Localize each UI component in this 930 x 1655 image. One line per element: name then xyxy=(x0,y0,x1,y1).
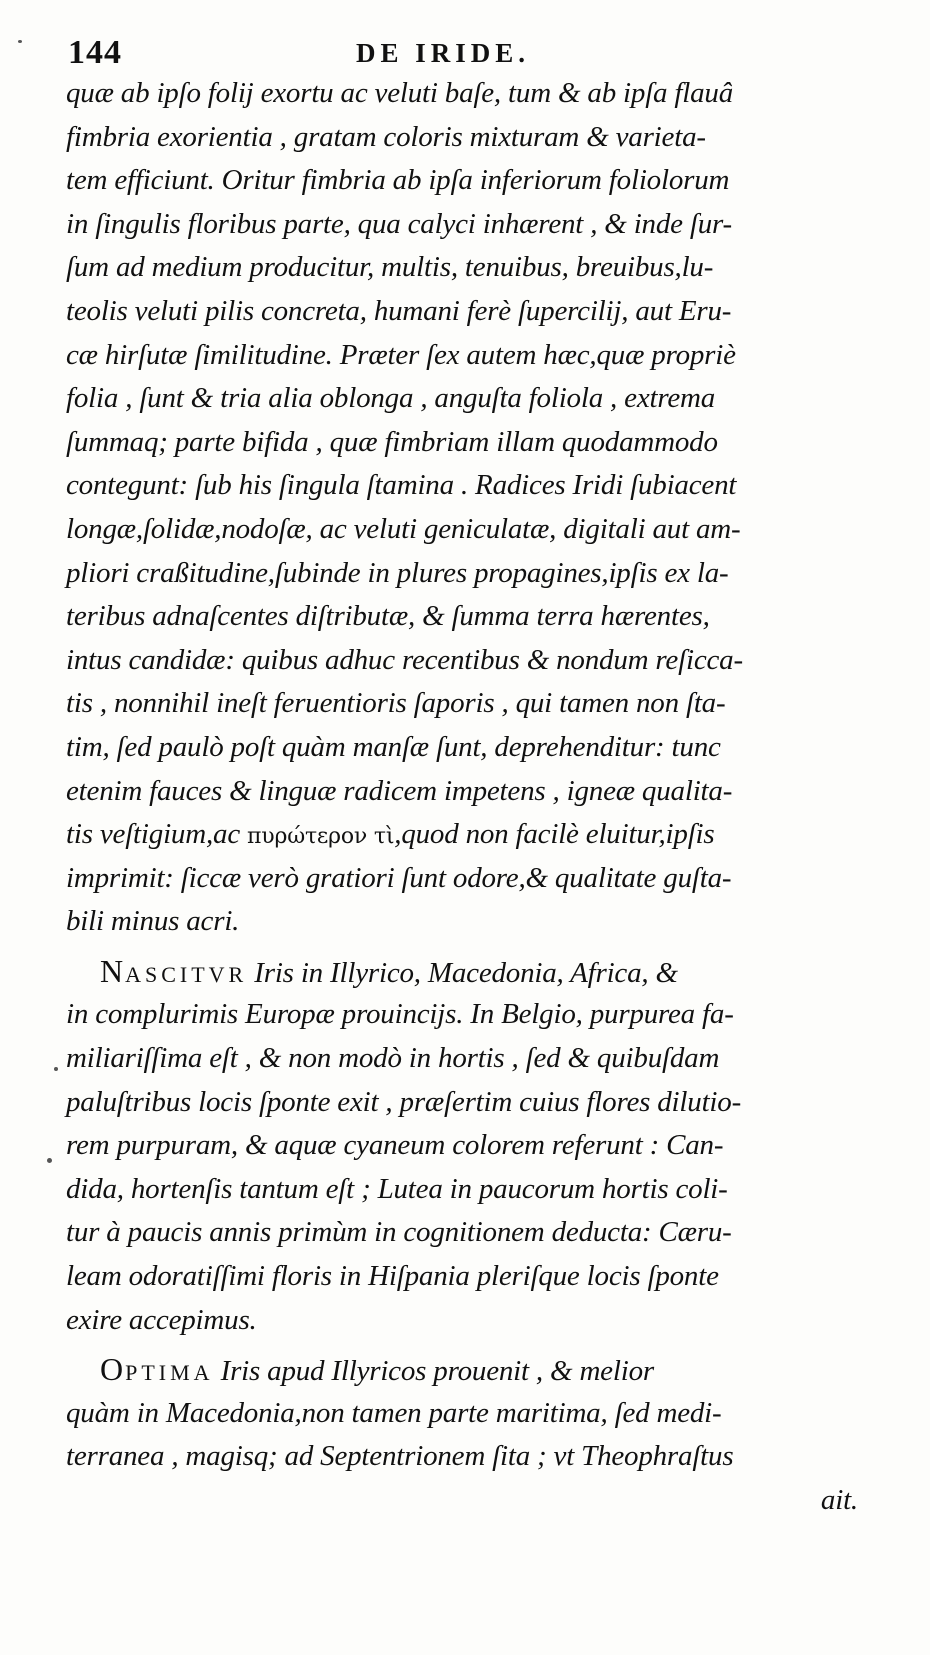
ink-speck xyxy=(54,1067,58,1071)
paragraph-opening-line xyxy=(66,950,876,994)
text-line: exire accepimus. xyxy=(66,1303,257,1336)
text-line: leam odoratiſſimi floris in Hiſpania pleriſque locis ſponte xyxy=(66,1260,719,1293)
lead-capital: N xyxy=(100,952,126,989)
text-line: cæ hirſutæ ſimilitudine. Præter ſex autem hæc,quæ propriè xyxy=(66,338,736,371)
text-line: tis , nonnihil ineſt feruentioris ſaporis , qui tamen non ſta- xyxy=(66,687,726,720)
opening-line-rest: Iris in Illyrico, Macedonia, Africa, & xyxy=(247,956,678,989)
paragraph-3 xyxy=(66,1348,876,1522)
ink-speck xyxy=(18,40,22,43)
small-caps-lead xyxy=(100,952,248,989)
lead-small-caps: ASCITVR xyxy=(125,961,248,987)
text-line: rem purpuram, & aquæ cyaneum colorem referunt : Can- xyxy=(66,1129,724,1162)
text-line: in complurimis Europæ prouincijs. In Belgio, purpurea fa- xyxy=(66,998,734,1031)
text-line: in ſingulis floribus parte, qua calyci inhærent , & inde ſur- xyxy=(66,207,733,240)
text-line: miliariſſima eſt , & non modò in hortis , ſed & quibuſdam xyxy=(66,1042,720,1075)
text-line: quæ ab ipſo folij exortu ac veluti baſe, tum & ab ipſa flauâ xyxy=(66,77,734,109)
paragraph-opening-line xyxy=(66,1348,876,1392)
text-line: folia , ſunt & tria alia oblonga , anguſta foliola , extrema xyxy=(66,382,716,415)
text-line: tur à paucis annis primùm in cognitionem deducta: Cæru- xyxy=(66,1216,732,1249)
text-line: ſummaq; parte bifida , quæ fimbriam illam quodammodo xyxy=(66,425,718,458)
text-line: bili minus acri. xyxy=(66,905,240,938)
greek-line-before: tis veſtigium,ac xyxy=(66,818,248,851)
text-line: teolis veluti pilis concreta, humani ferè ſupercilij, aut Eru- xyxy=(66,294,732,327)
text-line: teribus adnaſcentes diſtributæ, & ſumma terra hærentes, xyxy=(66,600,710,633)
lead-capital: O xyxy=(100,1351,126,1388)
text-line: terranea , magisq; ad Septentrionem ſita ; vt Theophraſtus xyxy=(66,1440,734,1473)
page-number: 144 xyxy=(68,34,122,71)
final-word-line: ait. xyxy=(820,1484,858,1516)
text-line: tem efficiunt. Oritur fimbria ab ipſa inferiorum foliolorum xyxy=(66,164,730,197)
text-line: ſum ad medium producitur, multis, tenuibus, breuibus,lu- xyxy=(66,251,714,284)
text-line: paluſtribus locis ſponte exit , præſertim cuius flores dilutio- xyxy=(66,1085,742,1118)
text-line: imprimit: ſiccæ verò gratiori ſunt odore,& qualitate guſta- xyxy=(66,861,732,894)
page-header xyxy=(66,28,886,78)
text-line: fimbria exorientia , gratam coloris mixturam & varieta- xyxy=(66,120,706,153)
text-line: longæ,ſolidæ,nodoſæ, ac veluti geniculatæ, digitali aut am- xyxy=(66,512,741,545)
text-line: dida, hortenſis tantum eſt ; Lutea in paucorum hortis coli- xyxy=(66,1172,728,1205)
paragraph-2 xyxy=(66,950,876,1342)
text-line: tim, ſed paulò poſt quàm manſæ ſunt, deprehenditur: tunc xyxy=(66,730,721,763)
ink-speck xyxy=(47,1158,52,1163)
lead-small-caps: PTIMA xyxy=(125,1360,214,1386)
opening-line-rest: Iris apud Illyricos prouenit , & melior xyxy=(213,1355,654,1388)
text-line: contegunt: ſub his ſingula ſtamina . Radices Iridi ſubiacent xyxy=(66,469,737,502)
greek-line-after: ,quod non facilè eluitur,ipſis xyxy=(394,818,715,851)
body-text xyxy=(66,72,876,1523)
paragraph-1 xyxy=(66,72,876,944)
text-line: quàm in Macedonia,non tamen parte maritima, ſed medi- xyxy=(66,1396,722,1429)
greek-text-line xyxy=(66,813,876,857)
small-caps-lead xyxy=(100,1351,214,1388)
running-title: DE IRIDE. xyxy=(356,38,531,68)
text-line: pliori craßitudine,ſubinde in plures propagines,ipſis ex la- xyxy=(66,556,729,589)
text-line: intus candidæ: quibus adhuc recentibus & nondum reſicca- xyxy=(66,643,743,676)
text-line: etenim fauces & linguæ radicem impetens , igneæ qualita- xyxy=(66,774,733,807)
greek-phrase: πυρώτερον τὶ xyxy=(247,824,395,850)
